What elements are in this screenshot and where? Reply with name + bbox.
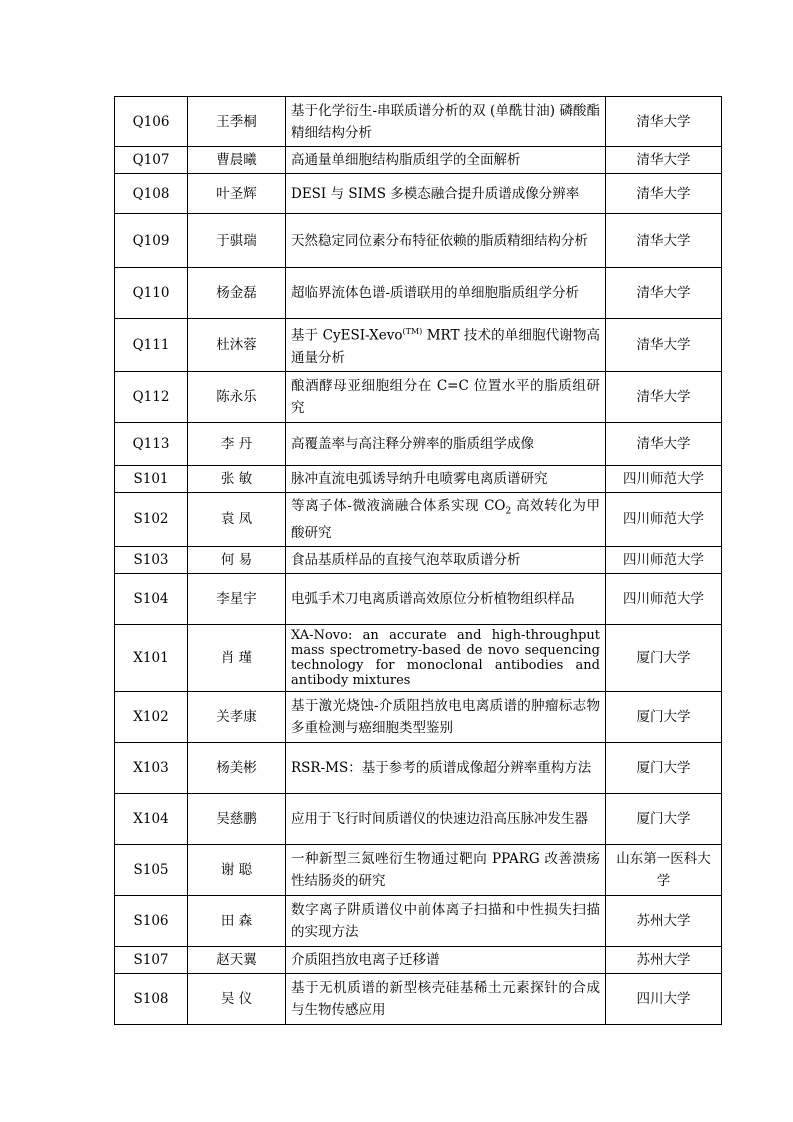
institution: 山东第一医科大学: [606, 845, 722, 896]
table-row: [115, 845, 722, 896]
presentation-title: 应用于飞行时间质谱仪的快速边沿高压脉冲发生器: [286, 794, 606, 845]
institution: 清华大学: [606, 268, 722, 319]
presentation-id: S108: [115, 974, 188, 1025]
institution: 厦门大学: [606, 743, 722, 794]
table-row: [115, 492, 722, 547]
table-row: [115, 794, 722, 845]
presenter-name: 张 敏: [188, 465, 286, 492]
presentation-title: [286, 492, 606, 547]
table-row: [115, 174, 722, 214]
institution: 清华大学: [606, 214, 722, 268]
title-text-part: 基于 CyESI-Xevo: [291, 327, 403, 344]
presenter-name: 陈永乐: [188, 371, 286, 422]
table-row: [115, 214, 722, 268]
table-row: [115, 422, 722, 465]
presenter-name: 吴慈鹏: [188, 794, 286, 845]
title-subscript: 2: [505, 506, 512, 517]
institution: 厦门大学: [606, 625, 722, 692]
presentation-id: X104: [115, 794, 188, 845]
presentation-id: X101: [115, 625, 188, 692]
presentation-id: S105: [115, 845, 188, 896]
table-row: [115, 465, 722, 492]
presentation-title: 超临界流体色谱-质谱联用的单细胞脂质组学分析: [286, 268, 606, 319]
presentation-title: 介质阻挡放电离子迁移谱: [286, 947, 606, 974]
presentation-title: 高覆盖率与高注释分辨率的脂质组学成像: [286, 422, 606, 465]
presentation-id: Q110: [115, 268, 188, 319]
presentation-title: 基于无机质谱的新型核壳硅基稀土元素探针的合成与生物传感应用: [286, 974, 606, 1025]
table-row: [115, 974, 722, 1025]
institution: 厦门大学: [606, 794, 722, 845]
presenter-name: 曹晨曦: [188, 147, 286, 174]
presenter-name: 关孝康: [188, 692, 286, 743]
institution: 厦门大学: [606, 692, 722, 743]
presentation-id: X103: [115, 743, 188, 794]
institution: 四川师范大学: [606, 574, 722, 625]
presentation-title: 酿酒酵母亚细胞组分在 C=C 位置水平的脂质组研究: [286, 371, 606, 422]
presenter-name: 吴 仪: [188, 974, 286, 1025]
presentation-id: Q113: [115, 422, 188, 465]
institution: 清华大学: [606, 147, 722, 174]
presenter-name: 田 森: [188, 896, 286, 947]
institution: 清华大学: [606, 174, 722, 214]
presentation-title: XA-Novo: an accurate and high-throughput mass spectrometry-based de novo sequencing technology for monoclonal antibodies and antibody mixtures: [286, 625, 606, 692]
institution: 清华大学: [606, 422, 722, 465]
presentation-title: 数字离子阱质谱仪中前体离子扫描和中性损失扫描的实现方法: [286, 896, 606, 947]
presenter-name: 李星宇: [188, 574, 286, 625]
presentation-title: 一种新型三氮唑衍生物通过靶向 PPARG 改善溃疡性结肠炎的研究: [286, 845, 606, 896]
presentation-id: S102: [115, 492, 188, 547]
presenter-name: 何 易: [188, 547, 286, 574]
presenter-name: 杨美彬: [188, 743, 286, 794]
presentation-id: X102: [115, 692, 188, 743]
presentation-id: Q107: [115, 147, 188, 174]
presentation-title: DESI 与 SIMS 多模态融合提升质谱成像分辨率: [286, 174, 606, 214]
institution: 清华大学: [606, 319, 722, 372]
presentation-title: 食品基质样品的直接气泡萃取质谱分析: [286, 547, 606, 574]
table-row: [115, 371, 722, 422]
table-row: [115, 574, 722, 625]
presentation-id: Q112: [115, 371, 188, 422]
presenter-name: 叶圣辉: [188, 174, 286, 214]
table-row: [115, 947, 722, 974]
presentation-id: Q111: [115, 319, 188, 372]
presenter-name: 李 丹: [188, 422, 286, 465]
presenter-name: 肖 瑾: [188, 625, 286, 692]
presentation-title: 脉冲直流电弧诱导纳升电喷雾电离质谱研究: [286, 465, 606, 492]
presentation-id: Q108: [115, 174, 188, 214]
institution: 清华大学: [606, 371, 722, 422]
presentation-title: 天然稳定同位素分布特征依赖的脂质精细结构分析: [286, 214, 606, 268]
table-row: [115, 547, 722, 574]
presentation-title: [286, 319, 606, 372]
program-table-body: [115, 97, 722, 1025]
title-superscript: (TM): [402, 327, 423, 336]
presentation-id: Q109: [115, 214, 188, 268]
presentation-id: S101: [115, 465, 188, 492]
institution: 四川师范大学: [606, 492, 722, 547]
institution: 四川大学: [606, 974, 722, 1025]
presenter-name: 赵天翼: [188, 947, 286, 974]
table-row: [115, 268, 722, 319]
presenter-name: 王季桐: [188, 97, 286, 147]
table-row: [115, 147, 722, 174]
institution: 四川师范大学: [606, 465, 722, 492]
presentation-id: S107: [115, 947, 188, 974]
presentation-title: 电弧手术刀电离质谱高效原位分析植物组织样品: [286, 574, 606, 625]
presentation-title: RSR-MS：基于参考的质谱成像超分辨率重构方法: [286, 743, 606, 794]
table-row: [115, 319, 722, 372]
table-row: [115, 625, 722, 692]
presenter-name: 杨金磊: [188, 268, 286, 319]
presenter-name: 谢 聪: [188, 845, 286, 896]
institution: 苏州大学: [606, 896, 722, 947]
table-row: [115, 896, 722, 947]
title-text-part: 高效转化为甲酸研究: [291, 497, 601, 542]
presentation-id: S106: [115, 896, 188, 947]
program-table: [114, 96, 722, 1025]
table-row: [115, 97, 722, 147]
institution: 四川师范大学: [606, 547, 722, 574]
presentation-id: S103: [115, 547, 188, 574]
presentation-title: 高通量单细胞结构脂质组学的全面解析: [286, 147, 606, 174]
presentation-id: Q106: [115, 97, 188, 147]
presentation-title: 基于激光烧蚀-介质阻挡放电电离质谱的肿瘤标志物多重检测与癌细胞类型鉴别: [286, 692, 606, 743]
table-row: [115, 692, 722, 743]
presenter-name: 杜沐蓉: [188, 319, 286, 372]
title-text-part: 等离子体-微液滴融合体系实现 CO: [291, 497, 506, 514]
institution: 苏州大学: [606, 947, 722, 974]
presenter-name: 于骐瑞: [188, 214, 286, 268]
title-text-part: MRT 技术的单细胞代谢物高通量分析: [291, 327, 600, 366]
presentation-title: 基于化学衍生-串联质谱分析的双 (单酰甘油) 磷酸酯精细结构分析: [286, 97, 606, 147]
presenter-name: 袁 凤: [188, 492, 286, 547]
presentation-id: S104: [115, 574, 188, 625]
institution: 清华大学: [606, 97, 722, 147]
table-row: [115, 743, 722, 794]
